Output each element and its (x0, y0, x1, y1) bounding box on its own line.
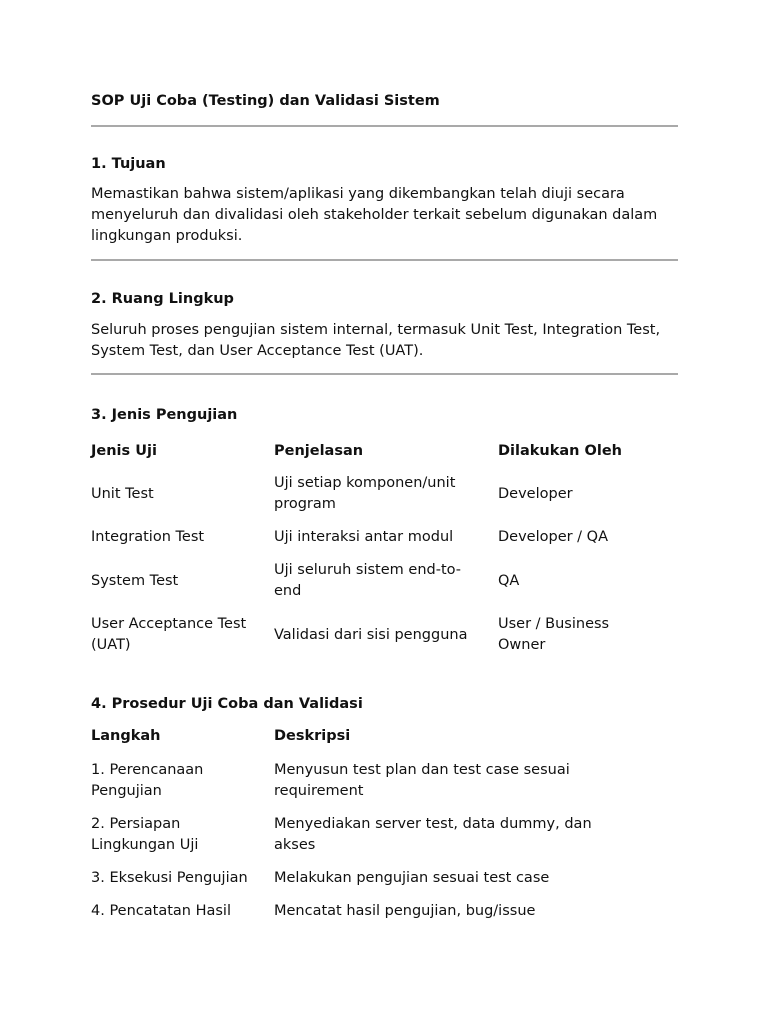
column-header: Jenis Uji (91, 442, 157, 459)
table-row (91, 889, 678, 922)
table-row (91, 553, 678, 609)
table-row (91, 609, 678, 661)
section-body-tujuan: Memastikan bahwa sistem/aplikasi yang dikembangkan telah diuji secara menyeluruh dan divalidasi oleh stakeholder terkait sebelum digunakan dalam lingkungan produksi. (91, 186, 658, 244)
section-heading-ruang-lingkup: 2. Ruang Lingkup (91, 291, 234, 307)
table-cell: Validasi dari sisi pengguna (274, 626, 468, 643)
table-cell: Menyediakan server test, data dummy, dan akses (274, 816, 592, 853)
table-cell: Uji seluruh sistem end-to-end (274, 562, 462, 599)
column-header: Langkah (91, 728, 161, 744)
column-header: Dilakukan Oleh (498, 442, 622, 459)
divider (91, 259, 678, 261)
table-row (91, 748, 678, 802)
section-heading-tujuan: 1. Tujuan (91, 156, 166, 172)
table-cell: Integration Test (91, 529, 205, 545)
table-cell: Uji setiap komponen/unit program (274, 475, 456, 512)
table-cell: Developer / QA (498, 529, 609, 545)
section-heading-prosedur: 4. Prosedur Uji Coba dan Validasi (91, 696, 363, 712)
table-header-row (91, 725, 678, 748)
table-cell: Developer (498, 485, 573, 502)
table-cell: Unit Test (91, 485, 154, 502)
table-cell: 2. Persiapan Lingkungan Uji (91, 816, 199, 853)
divider (91, 125, 678, 127)
table-header-row (91, 436, 678, 466)
document-content (91, 88, 678, 922)
table-cell: Uji interaksi antar modul (274, 529, 454, 545)
table-cell: QA (498, 572, 520, 589)
table-cell: Melakukan pengujian sesuai test case (274, 870, 550, 886)
table-row (91, 466, 678, 522)
table-row (91, 856, 678, 889)
table-row (91, 802, 678, 856)
table-cell: System Test (91, 572, 179, 589)
document-title: SOP Uji Coba (Testing) dan Validasi Sistem (91, 93, 440, 109)
section-heading-jenis-pengujian: 3. Jenis Pengujian (91, 407, 238, 423)
table-cell: Mencatat hasil pengujian, bug/issue (274, 903, 536, 919)
table-cell: User Acceptance Test (UAT) (91, 616, 247, 653)
table-cell: User / Business Owner (498, 616, 610, 653)
testing-types-table (91, 436, 678, 661)
table-cell: 1. Perencanaan Pengujian (91, 762, 204, 799)
table-cell: Menyusun test plan dan test case sesuai requirement (274, 762, 570, 799)
column-header: Deskripsi (274, 728, 351, 744)
column-header: Penjelasan (274, 442, 364, 459)
section-body-ruang-lingkup: Seluruh proses pengujian sistem internal, termasuk Unit Test, Integration Test, System Test, dan User Acceptance Test (UAT). (91, 322, 661, 359)
table-row (91, 522, 678, 553)
procedure-table (91, 725, 678, 922)
table-cell: 3. Eksekusi Pengujian (91, 870, 248, 886)
table-cell: 4. Pencatatan Hasil (91, 903, 231, 919)
divider (91, 373, 678, 375)
